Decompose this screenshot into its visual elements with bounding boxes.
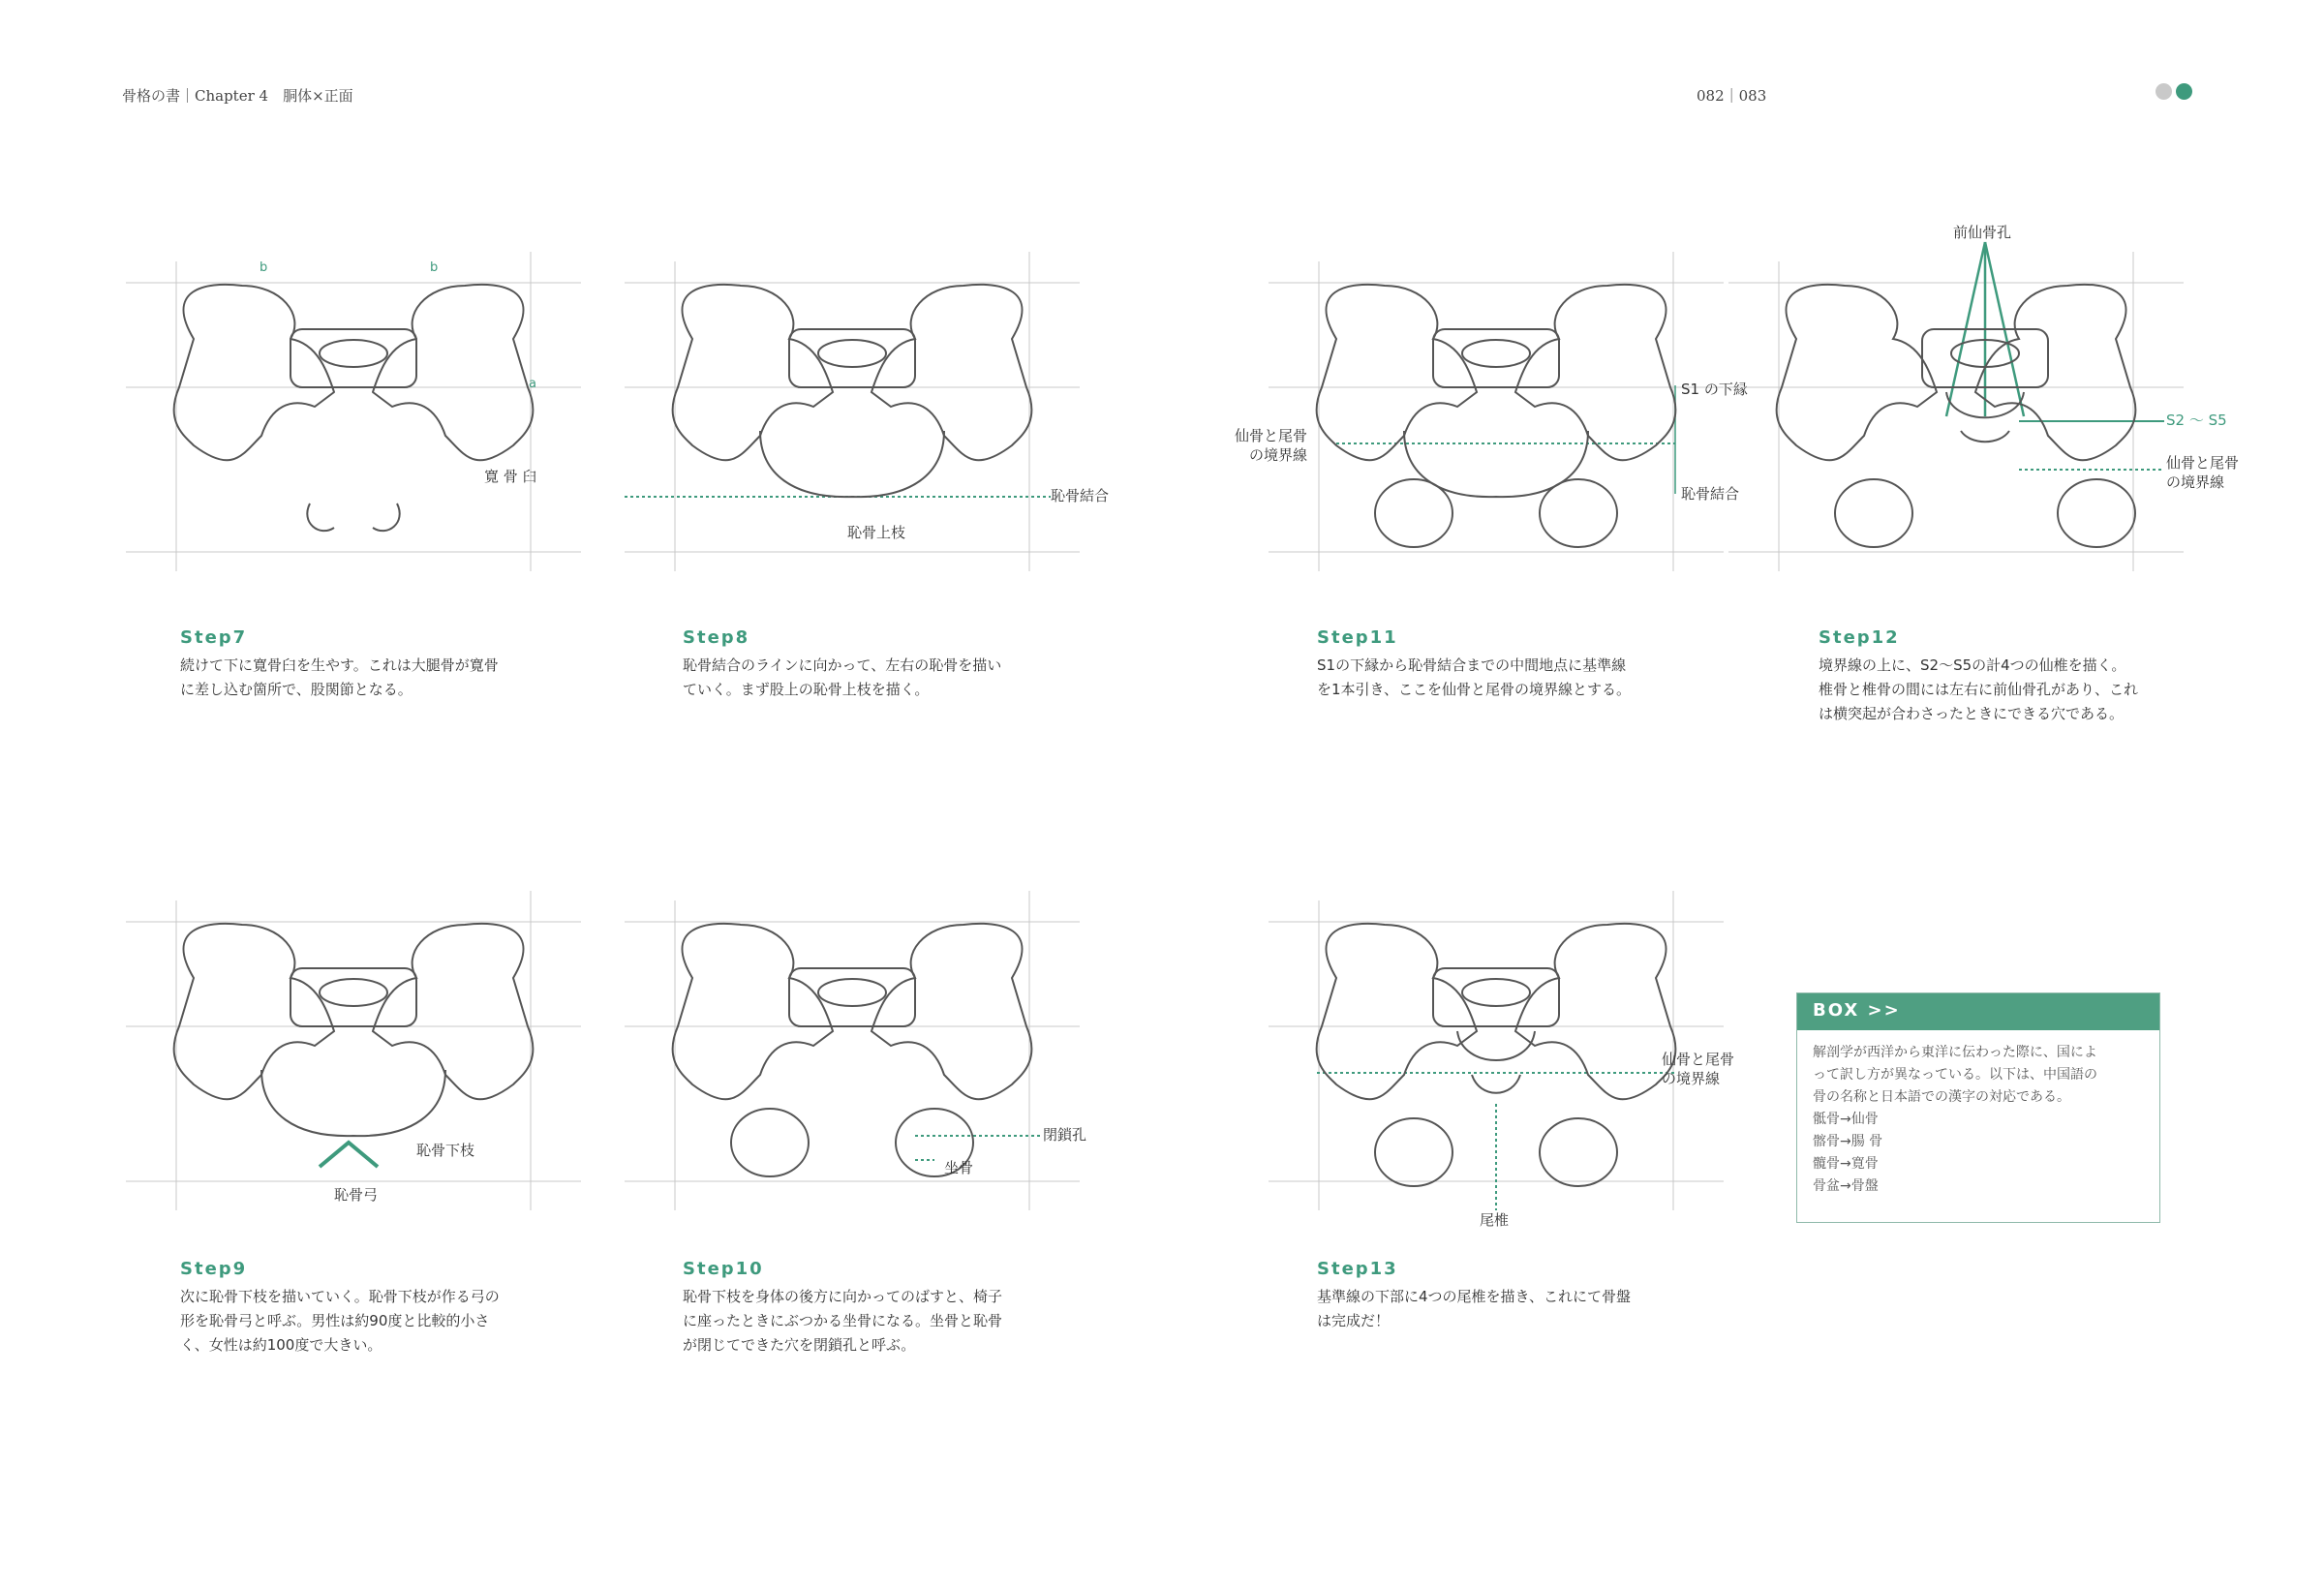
label-s1-lower-edge: S1 の下縁 (1681, 381, 1748, 398)
pelvis-drawing-step9 (126, 862, 581, 1210)
box-intro-line: 骨の名称と日本語での漢字の対応である。 (1813, 1089, 2070, 1105)
page-indicator-dot-right (2176, 83, 2192, 100)
label-pubic-arch: 恥骨弓 (334, 1186, 379, 1204)
step-line: ていく。まず股上の恥骨上枝を描く。 (683, 681, 930, 698)
step-line: 恥骨結合のラインに向かって、左右の恥骨を描い (683, 656, 1002, 674)
step-11 (1317, 627, 1685, 702)
label-sacrum-coccyx: 仙骨と尾骨 (2166, 454, 2240, 472)
label-pubic-symphysis: 恥骨結合 (1051, 487, 1110, 504)
step-10 (683, 1259, 1051, 1358)
pelvis-drawing-step11 (1230, 223, 1748, 571)
step-line: 基準線の下部に4つの尾椎を描き、これにて骨盤 (1317, 1288, 1631, 1305)
info-box (1796, 992, 2160, 1223)
pelvis-drawing-step13 (1230, 862, 1735, 1229)
label-obturator-foramen: 閉鎖孔 (1043, 1126, 1087, 1144)
step-line: く、女性は約100度で大きい。 (180, 1336, 382, 1354)
pelvis-drawing-step8 (625, 223, 1110, 571)
label-boundary-line: の境界線 (2166, 473, 2225, 491)
step-7 (180, 627, 548, 702)
step-title: Step7 (180, 627, 248, 648)
step-title: Step9 (180, 1259, 248, 1279)
step-line: 次に恥骨下枝を描いていく。恥骨下枝が作る弓の (180, 1288, 500, 1305)
step-line: 続けて下に寛骨臼を生やす。これは大腿骨が寛骨 (180, 656, 499, 674)
step-line: 形を恥骨弓と呼ぶ。男性は約90度と比較的小さ (180, 1312, 490, 1329)
step-title: Step11 (1317, 627, 1398, 648)
step-line: S1の下縁から恥骨結合までの中間地点に基準線 (1317, 656, 1627, 674)
step-line: が閉じてできた穴を閉鎖孔と呼ぶ。 (683, 1336, 916, 1354)
step-title: Step13 (1317, 1259, 1398, 1279)
page-indicator-dot-left (2156, 83, 2172, 100)
step-line: に座ったときにぶつかる坐骨になる。坐骨と恥骨 (683, 1312, 1003, 1329)
label-pubic-symphysis: 恥骨結合 (1681, 485, 1740, 503)
box-pair: 骨盆→骨盤 (1813, 1178, 1879, 1194)
pelvis-drawing-step12 (1728, 223, 2240, 571)
box-intro-line: って訳し方が異なっている。以下は、中国語の (1813, 1067, 2097, 1083)
label-inferior-pubic-ramus: 恥骨下枝 (416, 1142, 475, 1159)
step-line: に差し込む箇所で、股関節となる。 (180, 681, 413, 698)
step-title: Step8 (683, 627, 750, 648)
step-8 (683, 627, 1051, 702)
running-title: 骨格の書｜Chapter 4 胴体×正面 (122, 87, 353, 105)
step-line: を1本引き、ここを仙骨と尾骨の境界線とする。 (1317, 681, 1631, 698)
step-line: 恥骨下枝を身体の後方に向かってのばすと、椅子 (683, 1288, 1003, 1305)
box-pair: 骶骨→仙骨 (1813, 1112, 1879, 1127)
step-line: は横突起が合わさったときにできる穴である。 (1819, 705, 2125, 722)
label-boundary-line: の境界線 (1249, 446, 1308, 464)
step-12 (1819, 627, 2206, 726)
pelvis-drawing-step10 (625, 862, 1087, 1210)
label-sacrum-coccyx: 仙骨と尾骨 (1235, 427, 1308, 444)
step-line: 椎骨と椎骨の間には左右に前仙骨孔があり、これ (1819, 681, 2139, 698)
label-acetabulum: 寛 骨 臼 (484, 468, 537, 485)
label-coccygeal-vertebrae: 尾椎 (1480, 1211, 1510, 1229)
label-b-right: b (430, 260, 439, 275)
label-s2-s5: S2 〜 S5 (2166, 412, 2227, 429)
step-line: は完成だ！ (1317, 1312, 1391, 1329)
label-anterior-sacral-foramina: 前仙骨孔 (1953, 224, 2012, 241)
step-13 (1317, 1259, 1685, 1333)
step-title: Step12 (1819, 627, 1900, 648)
box-intro-line: 解剖学が西洋から東洋に伝わった際に、国によ (1813, 1045, 2097, 1060)
label-superior-pubic-ramus: 恥骨上枝 (847, 524, 906, 541)
step-title: Step10 (683, 1259, 764, 1279)
label-sacrum-coccyx: 仙骨と尾骨 (1662, 1051, 1735, 1068)
step-9 (180, 1259, 548, 1358)
pelvis-drawing-step7 (126, 223, 581, 571)
label-a: a (529, 377, 536, 391)
page-numbers: 082｜083 (1697, 87, 1767, 105)
box-title: BOX >> (1797, 993, 2159, 1030)
box-pair: 髖骨→寛骨 (1813, 1156, 1879, 1172)
step-line: 境界線の上に、S2〜S5の計4つの仙椎を描く。 (1819, 656, 2126, 674)
label-boundary-line: の境界線 (1662, 1070, 1721, 1087)
label-b-left: b (260, 260, 268, 275)
box-pair: 髂骨→腸 骨 (1813, 1134, 1883, 1149)
label-ischium: 坐骨 (944, 1159, 974, 1176)
